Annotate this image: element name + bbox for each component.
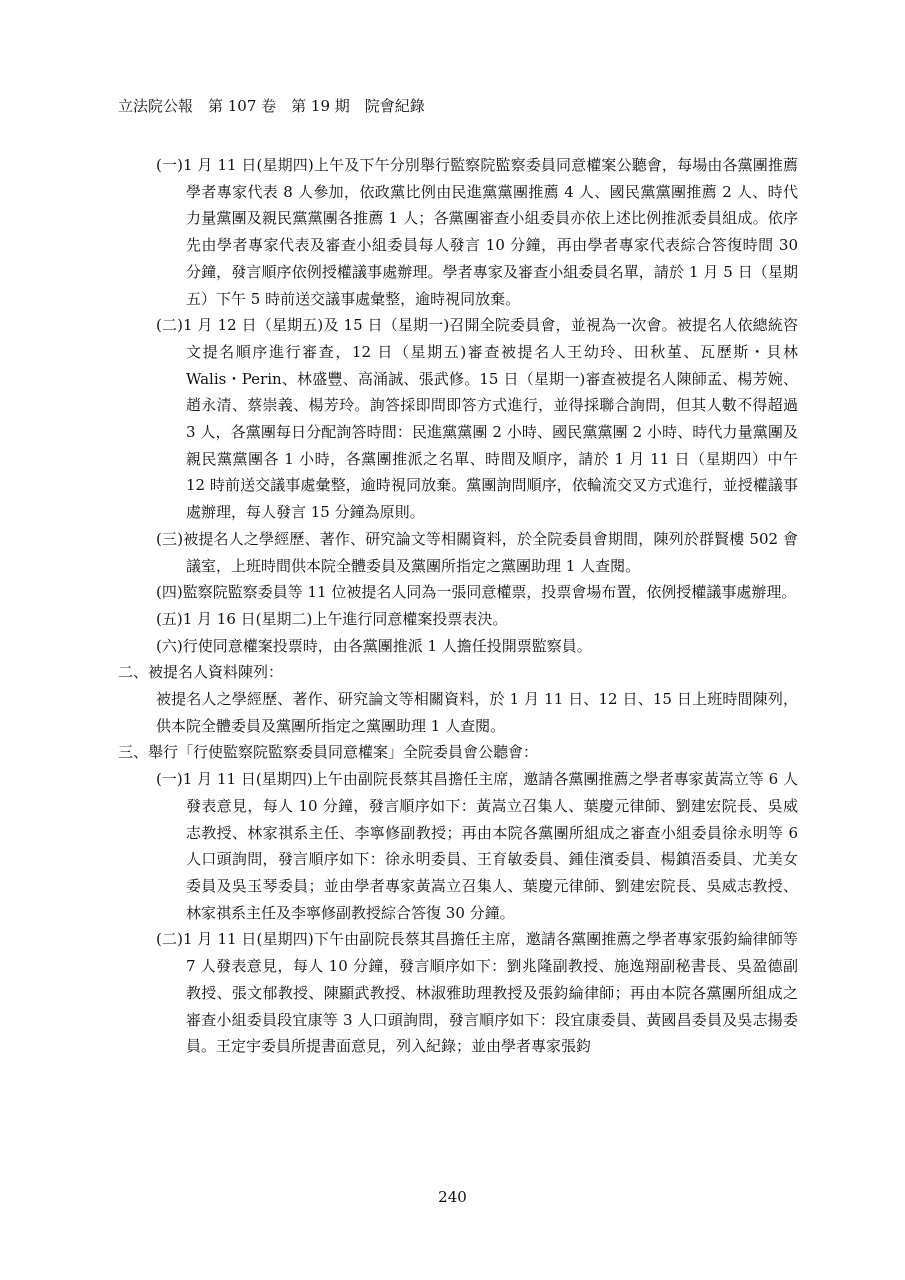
page-number: 240 [438, 1188, 467, 1206]
item-3-1: (一)1 月 11 日(星期四)上午由副院長蔡其昌擔任主席，邀請各黨團推薦之學者專家黃嵩立等 6 人發表意見，每人 10 分鐘，發言順序如下：黃嵩立召集人、葉慶元律師、劉建宏院長、吳威志教授、林家祺系主任、李寧修副教授；再由本院各黨團所組成之審查小組委員徐永明等 6 人口頭詢問，發言順序如下：徐永明委員、王育敏委員、鍾佳濱委員、楊鎮浯委員、尤美女委員及吳玉琴委員；並由學者專家黃嵩立召集人、葉慶元律師、劉建宏院長、吳威志教授、林家祺系主任及李寧修副教授綜合答復 30 分鐘。 [156, 770, 798, 922]
section-2-body: 被提名人之學經歷、著作、研究論文等相關資料，於 1 月 11 日、12 日、15 日上班時間陳列，供本院全體委員及黨團所指定之黨團助理 1 人查閱。 [156, 690, 798, 735]
item-3-2: (二)1 月 11 日(星期四)下午由副院長蔡其昌擔任主席，邀請各黨團推薦之學者專家張鈞綸律師等 7 人發表意見，每人 10 分鐘，發言順序如下：劉兆隆副教授、施逸翔副秘書長、吳盈德副教授、張文郁教授、陳顯武教授、林淑雅助理教授及張鈞綸律師；再由本院各黨團所組成之審查小組委員段宜康等 3 人口頭詢問，發言順序如下：段宜康委員、黃國昌委員及吳志揚委員。王定宇委員所提書面意見，列入紀錄；並由學者專家張鈞 [156, 930, 798, 1056]
item-1-5: (五)1 月 16 日(星期二)上午進行同意權案投票表決。 [156, 609, 508, 628]
item-1-1: (一)1 月 11 日(星期四)上午及下午分別舉行監察院監察委員同意權案公聽會，每場由各黨團推薦學者專家代表 8 人參加，依政黨比例由民進黨黨團推薦 4 人、國民黨黨團推薦 2 人、時代力量黨團及親民黨黨團各推薦 1 人；各黨團審查小組委員亦依上述比例推派委員組成。依序先由學者專家代表及審查小組委員每人發言 10 分鐘，再由學者專家代表綜合答復時間 30 分鐘，發言順序依例授權議事處辦理。學者專家及審查小組委員名單，請於 1 月 5 日（星期五）下午 5 時前送交議事處彙整，逾時視同放棄。 [156, 156, 798, 308]
item-1-3: (三)被提名人之學經歷、著作、研究論文等相關資料，於全院委員會期間，陳列於群賢樓 502 會議室，上班時間供本院全體委員及黨團所指定之黨團助理 1 人查閱。 [156, 529, 798, 575]
item-1-2: (二)1 月 12 日（星期五)及 15 日（星期一)召開全院委員會，並視為一次會。被提名人依總統咨文提名順序進行審查，12 日（星期五)審查被提名人王幼玲、田秋堇、瓦歷斯・貝林 Walis・Perin、林盛豐、高涌誠、張武修。15 日（星期一)審查被提名人陳師孟、楊芳婉、趙永清、蔡崇義、楊芳玲。詢答採即問即答方式進行，並得採聯合詢問，但其人數不得超過 3 人，各黨團每日分配詢答時間：民進黨黨團 2 小時、國民黨黨團 2 小時、時代力量黨團及親民黨黨團各 1 小時，各黨團推派之名單、時間及順序，請於 1 月 11 日（星期四）中午 12 時前送交議事處彙整，逾時視同放棄。黨團詢問順序，依輪流交叉方式進行，並授權議事處辦理，每人發言 15 分鐘為原則。 [156, 316, 798, 522]
section-3-heading: 三、舉行「行使監察院監察委員同意權案」全院委員會公聽會： [118, 743, 539, 762]
document-body [118, 152, 798, 1060]
item-1-4: (四)監察院監察委員等 11 位被提名人同為一張同意權票，投票會場布置，依例授權議事處辦理。 [156, 583, 797, 602]
page-header: 立法院公報 第 107 卷 第 19 期 院會紀錄 [118, 97, 425, 115]
section-2-heading: 二、被提名人資料陳列： [118, 663, 284, 682]
item-1-6: (六)行使同意權案投票時，由各黨團推派 1 人擔任投開票監察員。 [156, 636, 592, 655]
